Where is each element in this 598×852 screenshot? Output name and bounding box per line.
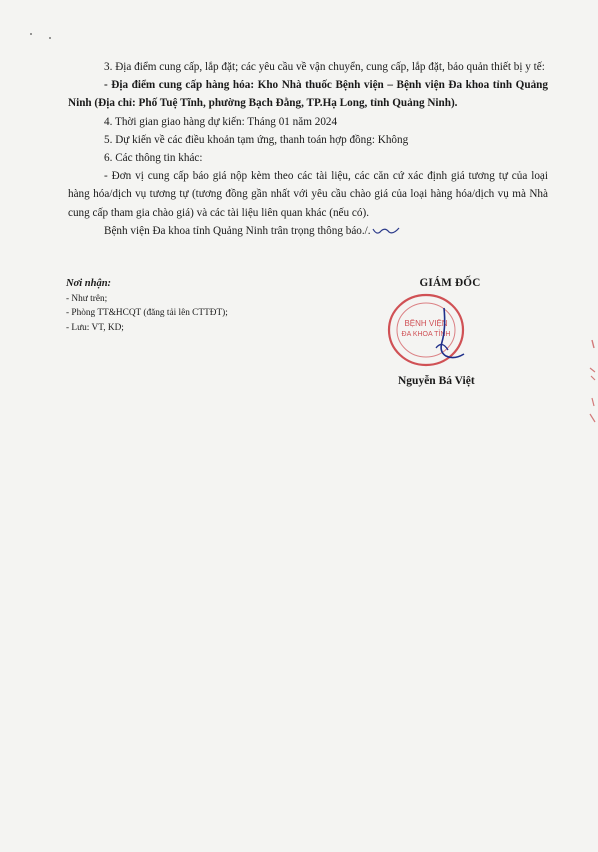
recipient-line: - Phòng TT&HCQT (đăng tải lên CTTĐT); bbox=[66, 308, 228, 318]
document-body bbox=[68, 58, 548, 240]
initials-mark-icon bbox=[371, 225, 401, 237]
scan-speck bbox=[49, 37, 51, 39]
adjacent-page-stamp-edge bbox=[586, 338, 598, 428]
item-5: 5. Dự kiến về các điều khoản tạm ứng, thanh toán hợp đồng: Không bbox=[104, 133, 409, 146]
recipients-heading: Nơi nhận: bbox=[66, 278, 112, 289]
svg-text:BỆNH VIỆN: BỆNH VIỆN bbox=[404, 319, 448, 328]
recipients-block bbox=[66, 277, 296, 335]
svg-text:ĐA KHOA TỈNH: ĐA KHOA TỈNH bbox=[401, 331, 451, 338]
signature-block bbox=[380, 277, 520, 289]
closing-line bbox=[68, 222, 548, 240]
scan-speck bbox=[30, 33, 32, 35]
item-4: 4. Thời gian giao hàng dự kiến: Tháng 01 năm 2024 bbox=[104, 115, 338, 128]
other-info: - Đơn vị cung cấp báo giá nộp kèm theo các tài liệu, các căn cứ xác định giá tương tự của loại hàng hóa/dịch vụ tương tự (tương đồng gần nhất với yêu cầu chào giá của loại hàng hóa/dịch vụ mà Nhà cung cấp tham gia chào giá) và các tài liệu liên quan khác (nếu có). bbox=[68, 170, 548, 219]
item-6: 6. Các thông tin khác: bbox=[104, 152, 203, 165]
closing-text: Bệnh viện Đa khoa tỉnh Quảng Ninh trân trọng thông báo./. bbox=[104, 224, 371, 237]
official-stamp-icon bbox=[386, 290, 482, 368]
item-3: 3. Địa điểm cung cấp, lắp đặt; các yêu cầu về vận chuyển, cung cấp, lắp đặt, bảo quản thiết bị y tế: bbox=[104, 61, 545, 73]
director-name: Nguyễn Bá Việt bbox=[398, 375, 475, 387]
delivery-location: - Địa điểm cung cấp hàng hóa: Kho Nhà thuốc Bệnh viện – Bệnh viện Đa khoa tỉnh Quảng Ninh (Địa chỉ: Phố Tuệ Tĩnh, phường Bạch Đằng, TP.Hạ Long, tỉnh Quảng Ninh). bbox=[68, 79, 548, 110]
director-title: GIÁM ĐỐC bbox=[419, 277, 481, 289]
recipient-line: - Lưu: VT, KD; bbox=[66, 322, 124, 333]
recipient-line: - Như trên; bbox=[66, 293, 108, 304]
